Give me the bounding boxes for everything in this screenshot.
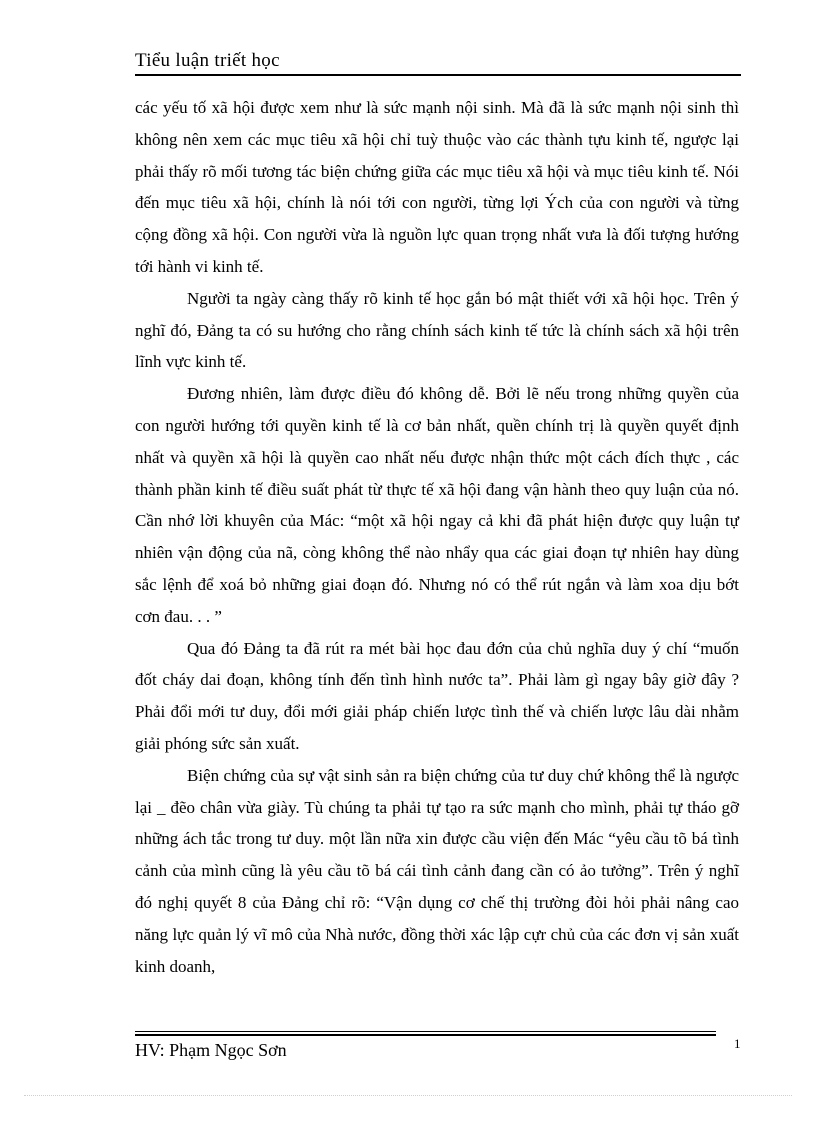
- header-divider: [135, 74, 741, 76]
- document-body: [135, 92, 739, 982]
- paragraph-4: Qua đó Đảng ta đã rút ra mét bài học đau đớn của chủ nghĩa duy ý chí “muốn đốt cháy dai đoạn, không tính đến tình hình nước ta”. Phải làm gì ngay bây giờ đây ? Phải đổi mới tư duy, đổi mới giải pháp chiến lược tình thế và chiến lược lâu dài nhằm giải phóng sức sản xuất.: [135, 638, 739, 753]
- page-header-title: Tiểu luận triết học: [135, 50, 280, 71]
- paragraph-3: Đương nhiên, làm được điều đó không dễ. Bởi lẽ nếu trong những quyền của con người hướng tới quyền kinh tế là cơ bản nhất, quền chính trị là quyền quyết định nhất và quyền xã hội là quyền cao nhất nếu được nhận thức một cách đích thực , các thành phần kinh tế điều suất phát từ thực tế xã hội đang vận hành theo quy luận của nó. Cần nhớ lời khuyên của Mác: “một xã hội ngay cả khi đã phát hiện được quy luận tự nhiên vận động của nã, còng không thể nào nhẩy qua các giai đoạn tự nhiên hay dùng sắc lệnh để xoá bỏ những giai đoạn đó. Nhưng nó có thể rút ngắn và làm xoa dịu bớt cơn đau. . . ”: [135, 384, 739, 626]
- paragraph-2: Người ta ngày càng thấy rõ kinh tế học gắn bó mật thiết với xã hội học. Trên ý nghĩ đó, Đảng ta có su hướng cho rằng chính sách kinh tế tức là chính sách xã hội trên lĩnh vực kinh tế.: [135, 288, 739, 372]
- page-number: 1: [734, 1036, 741, 1051]
- footer-author: HV: Phạm Ngọc Sơn: [135, 1040, 287, 1060]
- page-bottom-edge: [24, 1095, 792, 1096]
- footer-divider-thin: [135, 1031, 716, 1032]
- paragraph-1: các yếu tố xã hội được xem như là sức mạnh nội sinh. Mà đã là sức mạnh nội sinh thì không nên xem các mục tiêu xã hội chỉ tuỳ thuộc vào các thành tựu kinh tế, ngược lại phải thấy rõ mối tương tác biện chứng giữa các mục tiêu xã hội và mục tiêu kinh tế. Nói đến mục tiêu xã hội, chính là nói tới con người, từng lợi Ých của con người và từng cộng đồng xã hội. Con người vừa là nguồn lực quan trọng nhất vưa là đối tượng hướng tới hành vi kinh tế.: [135, 98, 739, 276]
- paragraph-5: Biện chứng của sự vật sinh sản ra biện chứng của tư duy chứ không thể là ngược lại _ đẽo chân vừa giày. Tù chúng ta phải tự tạo ra sức mạnh cho mình, phải tự tháo gỡ những ách tắc trong tư duy. một lần nữa xin được cầu viện đến Mác “yêu cầu tõ bá tình cảnh của mình cũng là yêu cầu tõ bá cái tình cảnh đang cần có ảo tưởng”. Trên ý nghĩ đó nghị quyết 8 của Đảng chỉ rõ: “Vận dụng cơ chế thị trường đòi hỏi phải nâng cao năng lực quản lý vĩ mô của Nhà nước, đồng thời xác lập cựr chủ của các đơn vị sản xuất kinh doanh,: [135, 765, 739, 976]
- footer-divider-thick: [135, 1034, 716, 1036]
